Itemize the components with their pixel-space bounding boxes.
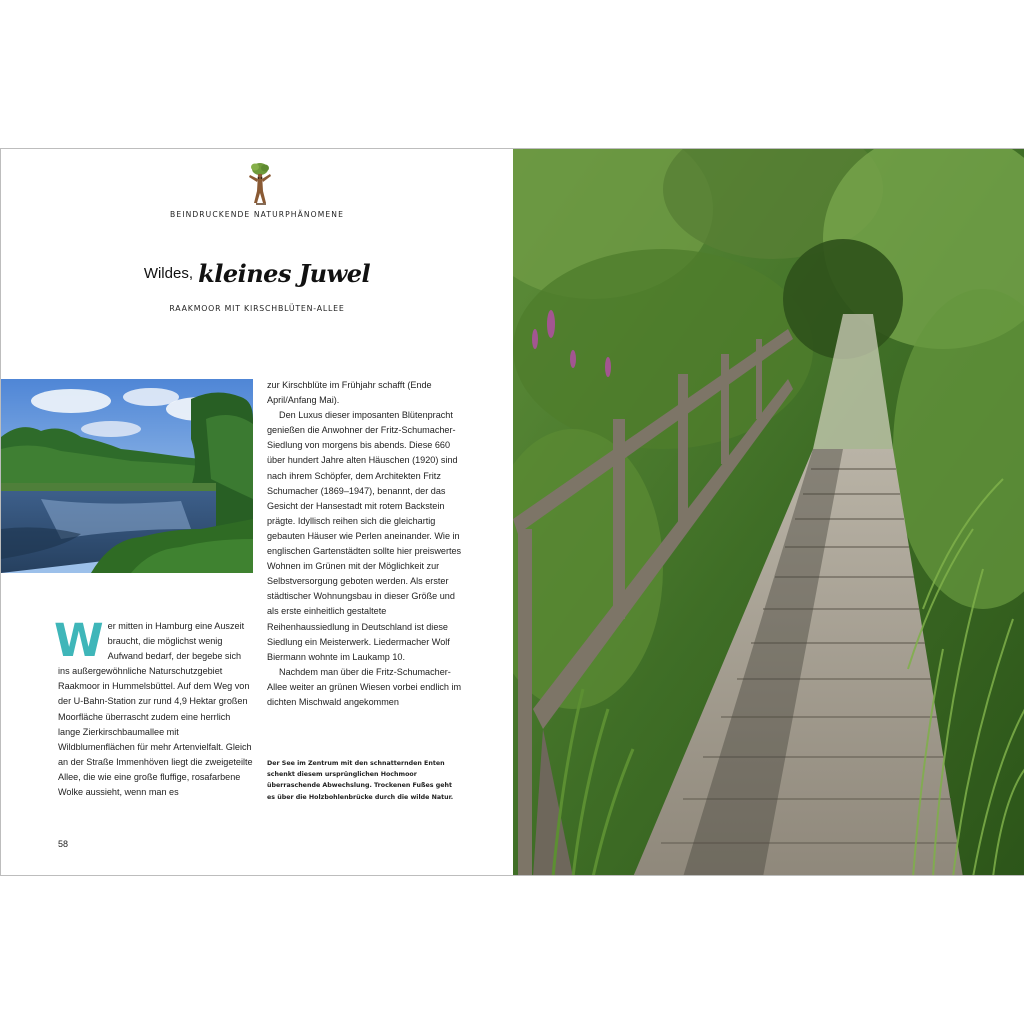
- paragraph: zur Kirschblüte im Frühjahr schafft (Ende April/Anfang Mai).: [267, 380, 432, 406]
- title-script: kleines Juwel: [198, 259, 371, 288]
- section-kicker: BEINDRUCKENDE NATURPHÄNOMENE: [170, 210, 344, 219]
- book-spread: [0, 148, 1024, 876]
- article-column-1: [54, 614, 254, 800]
- page-title: [1, 259, 513, 288]
- left-page: [1, 149, 513, 876]
- column-1-text: er mitten in Hamburg eine Auszeit braucht, die möglichst wenig Aufwand bedarf, der begebe sich ins außergewöhnliche Naturschutzgebiet Raakmoor in Hummelsbüttel. Auf dem Weg von der U-Bahn-Station zur rund 4,9 Hektar großen Moorfläche überrascht zudem eine herrlich lange Zierkirschbaumallee mit Wildblumenflächen für mehr Artenvielfalt. Gleich an der Straße Immenhöven liegt die zweigeteilte Allee, die wie eine große fluffige, rosafarbene Wolke aussieht, wenn man es: [58, 621, 253, 798]
- paragraph: Nachdem man über die Fritz-Schumacher-Allee weiter an grünen Wiesen vorbei endlich im dichten Mischwald angekommen: [267, 666, 462, 707]
- lake-photo: [1, 379, 253, 573]
- paragraph: Den Luxus dieser imposanten Blütenpracht genießen die Anwohner der Fritz-Schumacher-Siedlung von morgens bis abends. Diese 660 über hundert Jahre alten Häuschen (1920) sind nach ihrem Schöpfer, dem Architekten Fritz Schumacher (1869–1947), benannt, der das Gesicht der Hansestadt mit rotem Backstein prägte. Idyllisch reihen sich die gleichartig gebauten Häuser wie Perlen aneinander. Wie in englischen Gartenstädten sollte hier preiswertes Wohnen im Grünen mit der Möglichkeit zur Selbstversorgung geboten werden. Als erster städtischer Wohnungsbau in dieser Größe und als erste einheitlich gestaltete Reihenhaussiedlung in Deutschland ist diese Siedlung ein Meisterwerk. Liedermacher Wolf Biermann wohnte im Laukamp 10.: [267, 410, 462, 662]
- article-column-2: [267, 378, 465, 710]
- page-subtitle: RAAKMOOR MIT KIRSCHBLÜTEN-ALLEE: [169, 304, 345, 313]
- tree-figure-icon: [246, 161, 274, 207]
- drop-cap: W: [54, 614, 104, 667]
- boardwalk-photo: [513, 149, 1024, 876]
- page-number: 58: [58, 839, 69, 849]
- photo-caption: Der See im Zentrum mit den schnatternden Enten schenkt diesem ursprünglichen Hochmoor überraschende Abwechslung. Trockenen Fußes geht es über die Holzbohlenbrücke durch die wilde Natur.: [267, 760, 454, 801]
- title-plain: Wildes,: [143, 265, 193, 282]
